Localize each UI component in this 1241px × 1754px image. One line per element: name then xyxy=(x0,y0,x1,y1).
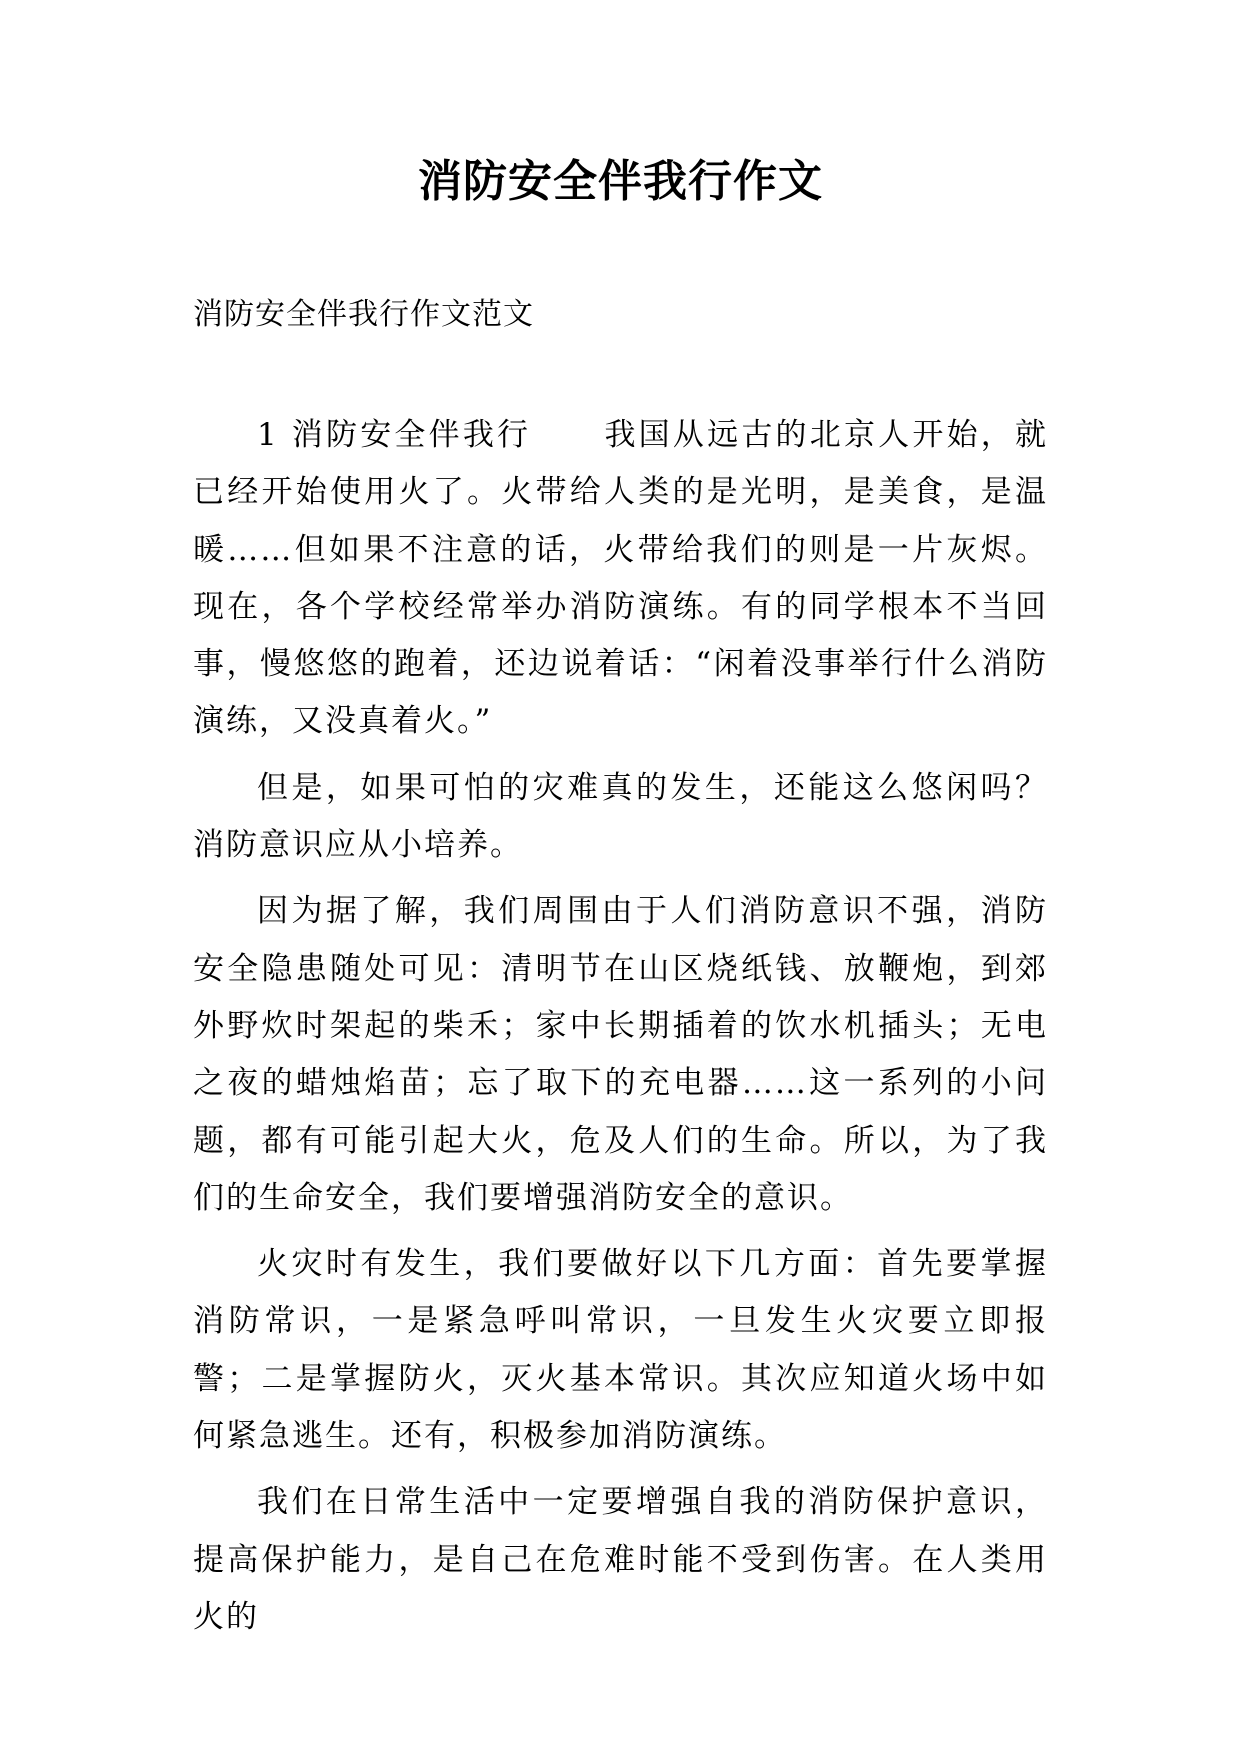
paragraph-2: 但是，如果可怕的灾难真的发生，还能这么悠闲吗？消防意识应从小培养。 xyxy=(193,769,1048,864)
paragraph-3: 因为据了解，我们周围由于人们消防意识不强，消防安全隐患随处可见：清明节在山区烧纸钱、放鞭炮，到郊外野炊时架起的柴禾；家中长期插着的饮水机插头；无电之夜的蜡烛焰苗；忘了取下的充电器……这一系列的小问题，都有可能引起大火，危及人们的生命。所以，为了我们的生命安全，我们要增强消防安全的意识。 xyxy=(193,893,1048,1216)
document-subtitle: 消防安全伴我行作文范文 xyxy=(193,297,534,332)
paragraph-1-text: 我国从远古的北京人开始，就已经开始使用火了。火带给人类的是光明，是美食，是温暖……但如果不注意的话，火带给我们的则是一片灰烬。现在，各个学校经常举办消防演练。有的同学根本不当回事，慢悠悠的跑着，还边说着话：“闲着没事举行什么消防演练，又没真着火。” xyxy=(193,417,1049,740)
document-body xyxy=(193,407,1048,1655)
section-heading: 1 消防安全伴我行 xyxy=(257,417,532,453)
paragraph-4: 火灾时有发生，我们要做好以下几方面：首先要掌握消防常识，一是紧急呼叫常识，一旦发生火灾要立即报警；二是掌握防火，灭火基本常识。其次应知道火场中如何紧急逃生。还有，积极参加消防演练。 xyxy=(193,1246,1048,1455)
paragraph-5: 我们在日常生活中一定要增强自我的消防保护意识，提高保护能力，是自己在危难时能不受到伤害。在人类用火的 xyxy=(193,1484,1048,1635)
paragraph-1 xyxy=(193,407,1048,751)
document-title: 消防安全伴我行作文 xyxy=(418,156,823,207)
